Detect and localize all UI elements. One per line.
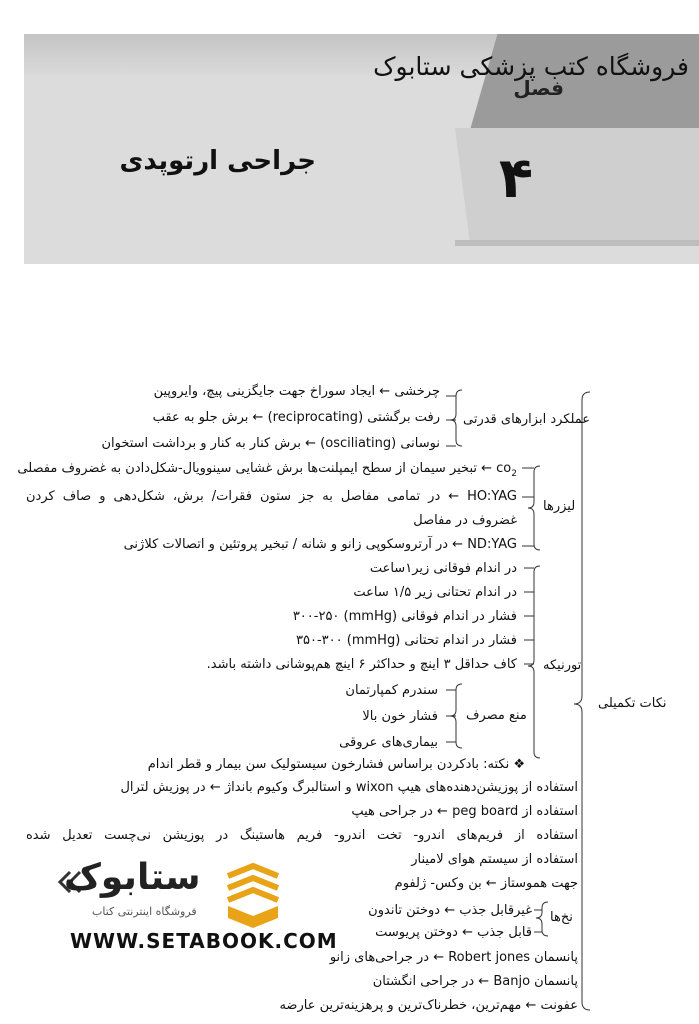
list-item: چرخشی ← ایجاد سوراخ جهت جایگزینی پیچ، وایروپین bbox=[153, 384, 440, 399]
list-item: جهت هموستاز ← بن وکس- ژلفوم bbox=[394, 876, 578, 891]
list-item: بیماری‌های عروقی bbox=[339, 735, 438, 750]
list-item: فشار خون بالا bbox=[362, 709, 438, 724]
note-text: نکته: بادکردن براساس فشارخون سیستولیک سن بیمار و قطر اندام bbox=[147, 757, 510, 772]
laser-nd: ND:YAG ← در آرتروسکوپی زانو و شانه / تبخیر پروتئین و اتصالات کلاژنی bbox=[123, 537, 517, 552]
list-item: قابل جذب ← دوختن پریوست bbox=[375, 925, 532, 940]
list-item: استفاده از فریم‌های اندرو- تخت اندرو- فریم هاستینگ در پوزیشن نی‌چست تعدیل شده bbox=[26, 828, 578, 843]
store-banner: فروشگاه کتب پزشکی ستابوک bbox=[373, 52, 689, 81]
note-line bbox=[148, 756, 525, 774]
laser-co2 bbox=[17, 460, 517, 483]
co2-subscript: 2 bbox=[511, 469, 517, 479]
logo-subtitle: فروشگاه اینترنتی کتاب bbox=[92, 905, 197, 918]
power-tools-label: عملکرد ابزارهای قدرتی bbox=[463, 412, 591, 427]
tourniquet-label: تورنیکه bbox=[543, 658, 582, 673]
list-item: سندرم کمپارتمان bbox=[345, 683, 438, 698]
list-item: نوسانی (osciliating) ← برش کنار به کنار و برداشت استخوان bbox=[101, 436, 440, 451]
lasers-label: لیزرها bbox=[543, 499, 576, 514]
list-item: در اندام فوقانی زیر۱ساعت bbox=[369, 561, 517, 576]
list-item: استفاده از peg board ← در جراحی هیپ bbox=[351, 804, 578, 819]
list-item: استفاده از پوزیشن‌دهنده‌های هیپ wixon و استالبرگ وکیوم بانداژ ← در پوزیش لترال bbox=[120, 780, 578, 795]
logo-wordmark: ستابوک bbox=[64, 857, 201, 898]
list-item: عفونت ← مهم‌ترین، خطرناک‌ترین و پرهزینه‌ترین عارضه bbox=[279, 998, 578, 1013]
chapter-number: ۴ bbox=[498, 146, 534, 211]
root-brace bbox=[574, 392, 590, 1010]
outline-root-label: نکات تکمیلی bbox=[598, 696, 667, 711]
list-item: فشار در اندام فوقانی (mmHg) ۳۰۰-۲۵۰ bbox=[292, 609, 517, 624]
laser-ho-line2: غضروف در مفاصل bbox=[413, 513, 517, 528]
co2-symbol: co bbox=[496, 461, 512, 476]
contraindications-label: منع مصرف bbox=[466, 708, 527, 723]
list-item: استفاده از سیستم هوای لامینار bbox=[411, 852, 578, 867]
laser-ho-line1: HO:YAG ← در تمامی مفاصل به جز ستون فقرات/ برش، شکل‌دهی و صاف کردن bbox=[26, 489, 517, 504]
diamond-bullet-icon: ❖ bbox=[513, 757, 525, 772]
list-item: فشار در اندام تحتانی (mmHg) ۳۵۰-۳۰۰ bbox=[296, 633, 517, 648]
list-item: پانسمان Robert jones ← در جراحی‌های زانو bbox=[329, 950, 578, 965]
chapter-title: جراحی ارتوپدی bbox=[119, 146, 316, 176]
list-item: پانسمان Banjo ← در جراحی انگشتان bbox=[372, 974, 578, 989]
list-item: کاف حداقل ۳ اینچ و حداکثر ۶ اینچ هم‌پوشانی داشته باشد. bbox=[206, 657, 517, 672]
co2-text: ← تبخیر سیمان از سطح ایمپلنت‌ها برش غشایی سینوویال-شکل‌دادن به غضروف مفصلی bbox=[17, 461, 493, 476]
sutures-label: نخ‌ها bbox=[550, 910, 573, 925]
list-item: در اندام تحتانی زیر ۱/۵ ساعت bbox=[353, 585, 517, 600]
chapter-label: فصل bbox=[513, 76, 564, 100]
list-item: غیرقابل جذب ← دوختن تاندون bbox=[368, 903, 532, 918]
list-item: رفت برگشتی (reciprocating) ← برش جلو به عقب bbox=[152, 410, 440, 425]
logo-url: WWW.SETABOOK.COM bbox=[70, 929, 338, 953]
